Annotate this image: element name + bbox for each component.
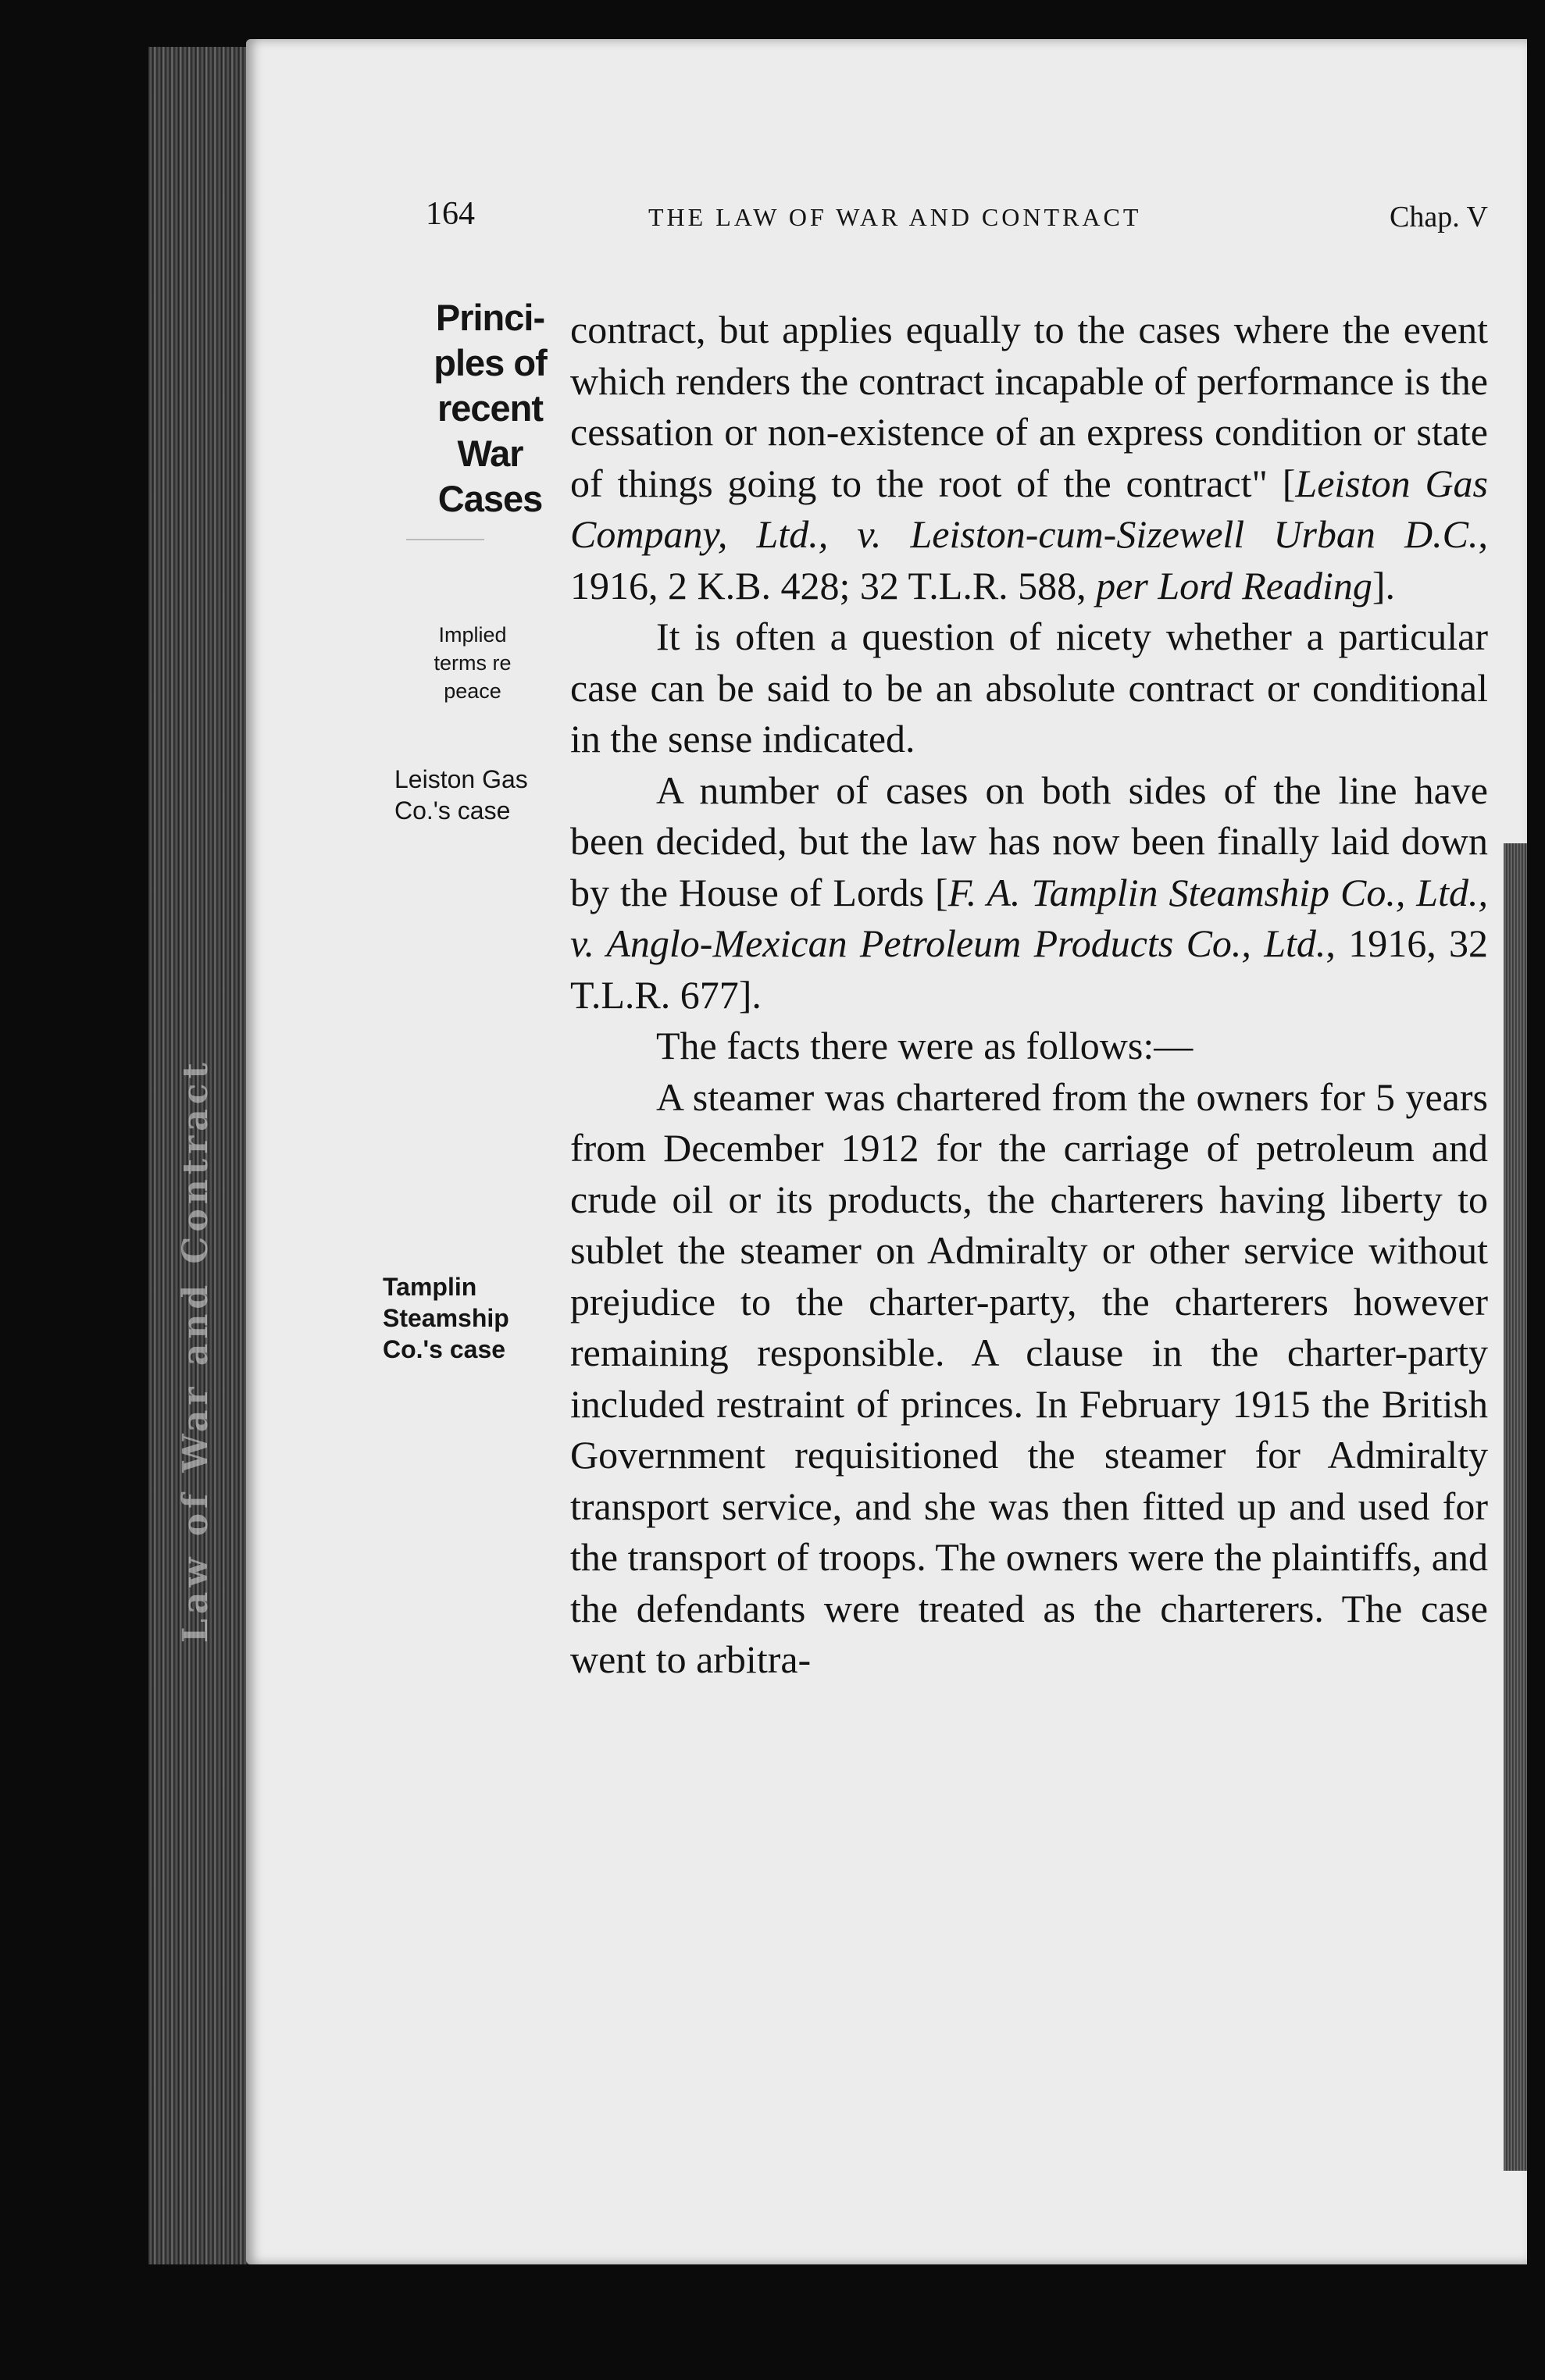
side-heading bbox=[422, 295, 558, 522]
margin-note-implied-terms bbox=[402, 621, 543, 705]
spine-title: Law of War and Contract bbox=[176, 1058, 216, 1644]
margin-note-line: Implied bbox=[438, 623, 507, 647]
paragraph-4: The facts there were as follows:— bbox=[656, 1024, 1194, 1067]
margin-note-line: terms re bbox=[434, 651, 512, 675]
side-heading-line: Cases bbox=[437, 478, 543, 519]
page-edge bbox=[1504, 843, 1527, 2171]
margin-note-line: Co.'s case bbox=[394, 796, 511, 825]
chapter-label: Chap. V bbox=[1390, 201, 1488, 233]
margin-note-leiston-case bbox=[394, 764, 582, 826]
side-heading-line: ples of bbox=[434, 342, 547, 383]
case-name: Leiston Gas Company, Ltd., v. Leiston-cum-Sizewell Urban D.C. bbox=[570, 461, 1489, 556]
running-title: THE LAW OF WAR AND CONTRACT bbox=[648, 203, 1142, 231]
citation: , 1916, 2 K.B. 428; 32 T.L.R. 588, bbox=[570, 512, 1488, 607]
paragraph-3 bbox=[570, 765, 1488, 1021]
page-number: 164 bbox=[426, 196, 475, 232]
margin-note-line: peace bbox=[444, 679, 501, 703]
margin-rule bbox=[406, 539, 484, 540]
paragraph-text: contract, but applies equally to the cases where the event which renders the contract incapable of performance is the cessation or non-existence of an express condition or state of things going to the root of the contract" [ bbox=[570, 308, 1488, 505]
margin-note-line: Steamship bbox=[383, 1304, 509, 1332]
side-heading-line: War bbox=[457, 433, 523, 474]
paragraph-text: A number of cases on both sides of the line have been decided, but the law has now been finally laid down by the House of Lords [ bbox=[570, 768, 1488, 914]
side-heading-line: Princi- bbox=[435, 297, 545, 338]
margin-note-line: Tamplin bbox=[383, 1273, 477, 1301]
body-text bbox=[570, 305, 1488, 1686]
margin-note-line: Co.'s case bbox=[383, 1335, 506, 1363]
citation-close: ]. bbox=[1372, 563, 1396, 607]
paragraph-5: A steamer was chartered from the owners for 5 years from December 1912 for the carriage of petroleum and crude oil or its products, the charterers having liberty to sublet the steamer on Admiralty or other service without prejudice to the charter-party, the charterers however remaining responsible. A clause in the charter-party included restraint of princes. In February 1915 the British Government requisitioned the steamer for Admiralty transport service, and she was then fitted up and used for the transport of troops. The owners were the plaintiffs, and the defendants were treated as the charterers. The case went to arbitra- bbox=[570, 1074, 1488, 1681]
judge-attribution: per Lord Reading bbox=[1096, 563, 1372, 607]
paragraph-2: It is often a question of nicety whether a particular case can be said to be an absolute contract or conditional in the sense indicated. bbox=[570, 615, 1488, 761]
running-head bbox=[426, 195, 1488, 242]
paragraph-1 bbox=[570, 305, 1488, 611]
case-name: F. A. Tamplin Steamship Co., Ltd., v. Anglo-Mexican Petroleum Products Co., Ltd. bbox=[570, 870, 1489, 965]
margin-note-line: Leiston Gas bbox=[394, 765, 528, 793]
citation: , 1916, 32 T.L.R. 677]. bbox=[570, 921, 1489, 1017]
side-heading-line: recent bbox=[437, 387, 544, 429]
margin-note-tamplin-case bbox=[383, 1271, 562, 1365]
